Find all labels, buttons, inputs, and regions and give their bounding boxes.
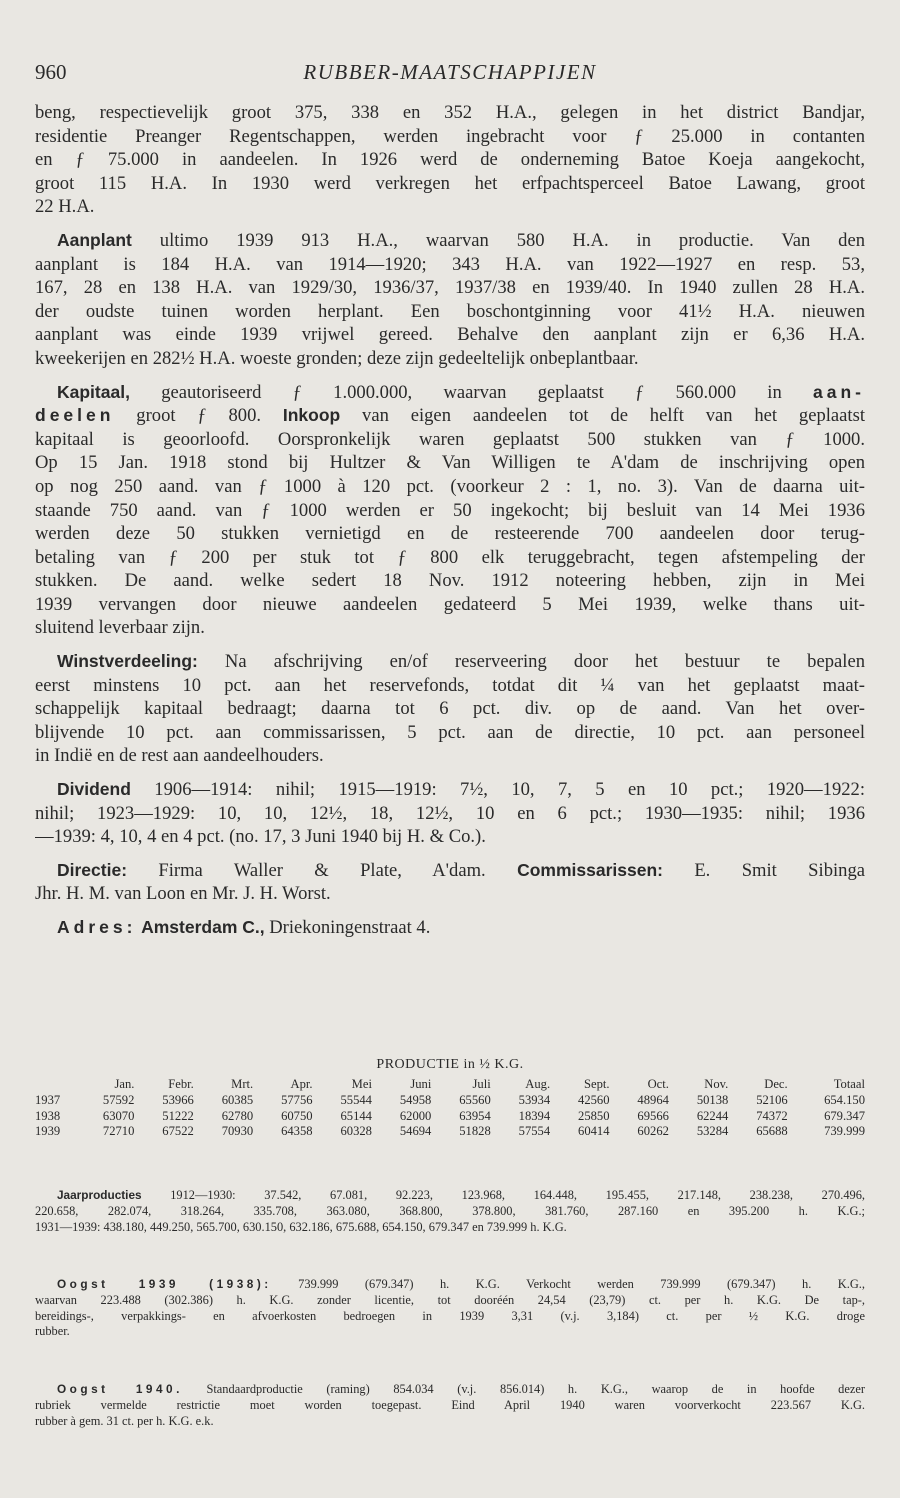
column-header: Febr. — [168, 1077, 194, 1091]
text-run: 1912—1930: 37.542, 67.081, 92.223, 123.968, 164.448, 195.455, 217.148, 238.238, 270.496, — [141, 1188, 865, 1202]
column-header: Apr. — [290, 1077, 313, 1091]
table-cell: 64358 — [281, 1124, 313, 1139]
text-line: rubber. — [35, 1324, 70, 1339]
text-line: rubber à gem. 31 ct. per h. K.G. e.k. — [35, 1413, 214, 1428]
text-line — [35, 859, 865, 883]
table-cell: 51222 — [162, 1108, 194, 1123]
table-cell: 60414 — [578, 1124, 610, 1139]
paragraph-adres — [35, 916, 865, 940]
text-line: blijvende 10 pct. aan commissarissen, 5 pct. aan de directie, 10 pct. aan personeel — [35, 721, 865, 743]
table-cell: 65560 — [459, 1092, 491, 1107]
text-run: Firma Waller & Plate, A'dam. — [127, 859, 518, 881]
text-line: op nog 250 aand. van ƒ 1000 à 120 pct. (voorkeur 2 : 1, no. 3). Van de daarna uit- — [35, 475, 865, 497]
section-lead: Adres: — [57, 917, 137, 937]
text-line: residentie Preanger Regentschappen, werden ingebracht voor ƒ 25.000 in contanten — [35, 125, 865, 147]
note-oogst-1940 — [35, 1382, 865, 1429]
text-run: geautoriseerd ƒ 1.000.000, waarvan geplaatst ƒ 560.000 in — [129, 381, 814, 403]
table-cell: 74372 — [756, 1108, 788, 1123]
text-line: stukken. De aand. welke sedert 18 Nov. 1912 noteering hebben, zijn in Mei — [35, 570, 865, 592]
table-cell: 65144 — [340, 1108, 372, 1123]
table-cell: 48964 — [637, 1092, 669, 1107]
table-row — [35, 1124, 865, 1140]
production-title: PRODUCTIE in ½ K.G. — [376, 1057, 524, 1072]
text-line: Jhr. H. M. van Loon en Mr. J. H. Worst. — [35, 883, 331, 905]
text-line: eerst minstens 10 pct. aan het reservefonds, totdat dit ¼ van het geplaatst maat- — [35, 674, 865, 696]
text-line: schappelijk kapitaal bedraagt; daarna tot 6 pct. div. op de aand. Van het over- — [35, 698, 865, 720]
address-street: Driekoningenstraat 4. — [264, 917, 431, 938]
column-header: Juni — [410, 1077, 432, 1091]
text-line: nihil; 1923—1929: 10, 10, 12½, 18, 12½, 10 en 6 pct.; 1930—1935: nihil; 1936 — [35, 802, 865, 824]
text-line — [35, 1277, 865, 1293]
text-line — [35, 381, 865, 405]
table-cell: 72710 — [102, 1124, 135, 1139]
text-line — [35, 916, 865, 940]
text-line: der oudste tuinen worden herplant. Een boschontginning voor 41½ H.A. nieuwen — [35, 300, 865, 322]
column-header: Aug. — [525, 1077, 551, 1091]
note-jaarproducties — [35, 1188, 865, 1235]
text-line: 1931—1939: 438.180, 449.250, 565.700, 630.150, 632.186, 675.688, 654.150, 679.347 en 739.999 h. K.G. — [35, 1219, 567, 1234]
section-lead: Winstverdeeling: — [57, 651, 198, 672]
text-line — [35, 1188, 865, 1204]
table-cell: 57554 — [518, 1124, 551, 1139]
text-line — [35, 404, 865, 428]
section-lead: Commissarissen: — [517, 859, 663, 880]
table-cell: 62780 — [221, 1108, 254, 1123]
table-cell: 55544 — [340, 1092, 372, 1107]
table-cell: 54958 — [399, 1092, 432, 1107]
running-title: RUBBER-MAATSCHAPPIJEN — [303, 60, 597, 84]
column-header: Totaal — [833, 1077, 865, 1091]
table-cell: 63070 — [102, 1108, 135, 1123]
paragraph-directie — [35, 859, 865, 906]
table-cell: 69566 — [637, 1108, 669, 1123]
section-lead: Kapitaal, — [57, 381, 130, 402]
text-line: 220.658, 282.074, 318.264, 335.708, 363.080, 368.800, 378.800, 381.760, 287.160 en 395.200 h. K.G.; — [35, 1203, 865, 1218]
text-line: staande 750 aand. van ƒ 1000 werden er 50 ingekocht; bij besluit van 14 Mei 1936 — [35, 499, 865, 521]
table-cell: 53934 — [518, 1092, 551, 1107]
text-line — [35, 778, 865, 802]
address-city: Amsterdam C., — [141, 917, 265, 937]
text-run: van eigen aandeelen tot de helft van het geplaatst — [340, 405, 865, 427]
column-header: Dec. — [764, 1077, 788, 1091]
text-line: kapitaal is geoorloofd. Oorspronkelijk waren geplaatst 500 stukken van ƒ 1000. — [35, 428, 865, 450]
table-cell: 62000 — [399, 1108, 432, 1123]
section-lead: Aanplant — [57, 229, 132, 250]
table-cell: 1939 — [35, 1124, 61, 1139]
column-header: Oct. — [647, 1077, 669, 1091]
text-line: —1939: 4, 10, 4 en 4 pct. (no. 17, 3 Juni 1940 bij H. & Co.). — [35, 826, 486, 848]
table-cell: 1938 — [35, 1108, 61, 1123]
table-cell: 67522 — [162, 1124, 194, 1139]
column-header: Mrt. — [231, 1077, 254, 1091]
text-run: E. Smit Sibinga — [662, 859, 865, 881]
column-header: Mei — [351, 1077, 372, 1091]
text-run: ultimo 1939 913 H.A., waarvan 580 H.A. in productie. Van den — [131, 229, 865, 251]
table-cell: 52106 — [756, 1092, 788, 1107]
page-header — [35, 60, 865, 92]
text-line: bereidings-, verpakkings- en afvoerkosten bedroegen in 1939 3,31 (v.j. 3,184) ct. per ½ K.G. droge — [35, 1308, 865, 1323]
column-header — [35, 1077, 75, 1093]
table-cell: 60328 — [340, 1124, 372, 1139]
table-cell: 42560 — [578, 1092, 610, 1107]
text-line: waarvan 223.488 (302.386) h. K.G. zonder licentie, tot dooréén 24,54 (23,79) ct. per h. K.G. De tap-, — [35, 1292, 865, 1307]
table-cell: 739.999 — [824, 1124, 865, 1139]
table-cell: 654.150 — [824, 1092, 865, 1107]
table-cell: 51828 — [459, 1124, 491, 1139]
section-lead: Oogst 1939 (1938): — [57, 1277, 272, 1291]
paragraph-kapitaal — [35, 381, 865, 641]
text-line: betaling van ƒ 200 per stuk tot ƒ 800 elk teruggebracht, tegen afstempeling der — [35, 546, 865, 568]
main-text — [35, 101, 865, 940]
text-run: Standaardproductie (raming) 854.034 (v.j. 856.014) h. K.G., waarop de in hoofde dezer — [182, 1382, 865, 1396]
table-cell: 53966 — [162, 1092, 194, 1107]
emphasis: aan- — [813, 381, 865, 402]
table-cell: 60262 — [637, 1124, 669, 1139]
text-line: kweekerijen en 282½ H.A. woeste gronden; deze zijn gedeeltelijk onbeplantbaar. — [35, 347, 639, 369]
table-cell: 53284 — [696, 1124, 729, 1139]
text-line: sluitend leverbaar zijn. — [35, 617, 205, 639]
text-run: groot ƒ 800. — [114, 405, 283, 427]
table-cell: 57756 — [281, 1092, 313, 1107]
table-cell: 60750 — [281, 1108, 313, 1123]
production-table — [35, 1077, 865, 1140]
paragraph-history — [35, 101, 865, 219]
text-line: 167, 28 en 138 H.A. van 1929/30, 1936/37, 1937/38 en 1939/40. In 1940 zullen 28 H.A. — [35, 277, 865, 299]
table-cell: 18394 — [518, 1108, 551, 1123]
section-lead: Inkoop — [282, 405, 341, 426]
text-line: werden deze 50 stukken vernietigd en de resteerende 700 aandeelen door terug- — [35, 523, 865, 545]
table-cell: 70930 — [221, 1124, 254, 1139]
table-row — [35, 1093, 865, 1109]
text-line — [35, 229, 865, 253]
table-cell: 63954 — [459, 1108, 491, 1123]
text-line: aanplant is 184 H.A. van 1914—1920; 343 H.A. van 1922—1927 en resp. 53, — [35, 253, 865, 275]
text-line — [35, 650, 865, 674]
text-line: Op 15 Jan. 1918 stond bij Hultzer & Van Willigen te A'dam de inschrijving open — [35, 452, 865, 474]
column-header: Juli — [472, 1077, 491, 1091]
section-lead: Oogst 1940. — [57, 1382, 183, 1396]
production-table-section — [35, 1057, 865, 1140]
table-row — [35, 1109, 865, 1125]
text-run: 739.999 (679.347) h. K.G. Verkocht werden 739.999 (679.347) h. K.G., — [271, 1277, 865, 1291]
table-cell: 57592 — [102, 1092, 135, 1107]
section-lead: Directie: — [57, 859, 128, 880]
text-run: 1906—1914: nihil; 1915—1919: 7½, 10, 7, 5 en 10 pct.; 1920—1922: — [130, 779, 865, 801]
emphasis: deelen — [35, 405, 115, 426]
text-line: rubriek vermelde restrictie moet worden toegepast. Eind April 1940 waren voorverkocht 223.567 K.G. — [35, 1397, 865, 1412]
section-lead: Jaarproducties — [57, 1188, 142, 1202]
text-run: Na afschrijving en/of reserveering door het bestuur te bepalen — [197, 651, 865, 673]
table-cell: 1937 — [35, 1092, 61, 1107]
table-header-row — [35, 1077, 865, 1093]
table-cell: 60385 — [221, 1092, 254, 1107]
text-line — [35, 1382, 865, 1398]
table-cell: 679.347 — [824, 1108, 865, 1123]
paragraph-dividend — [35, 778, 865, 849]
section-lead: Dividend — [57, 779, 131, 800]
text-line: 22 H.A. — [35, 196, 95, 218]
text-line: aanplant was einde 1939 vrijwel gereed. Behalve den aanplant zijn er 6,36 H.A. — [35, 324, 865, 346]
column-header: Sept. — [583, 1077, 610, 1091]
column-header: Jan. — [114, 1077, 135, 1091]
table-cell: 54694 — [399, 1124, 432, 1139]
table-cell: 50138 — [696, 1092, 729, 1107]
table-cell: 25850 — [578, 1108, 610, 1123]
column-header: Nov. — [704, 1077, 729, 1091]
text-line: beng, respectievelijk groot 375, 338 en 352 H.A., gelegen in het district Bandjar, — [35, 102, 865, 123]
note-oogst-1939 — [35, 1277, 865, 1340]
table-cell: 65688 — [756, 1124, 788, 1139]
paragraph-aanplant — [35, 229, 865, 371]
paragraph-winstverdeeling — [35, 650, 865, 768]
table-cell: 62244 — [696, 1108, 729, 1123]
page-number: 960 — [35, 60, 67, 84]
text-line: in Indië en de rest aan aandeelhouders. — [35, 745, 324, 767]
text-line: 1939 vervangen door nieuwe aandeelen gedateerd 5 Mei 1939, welke thans uit- — [35, 593, 865, 615]
text-line: groot 115 H.A. In 1930 werd verkregen het erfpachtsperceel Batoe Lawang, groot — [35, 172, 865, 194]
text-line: en ƒ 75.000 in aandeelen. In 1926 werd de onderneming Batoe Koeja aangekocht, — [35, 149, 865, 171]
